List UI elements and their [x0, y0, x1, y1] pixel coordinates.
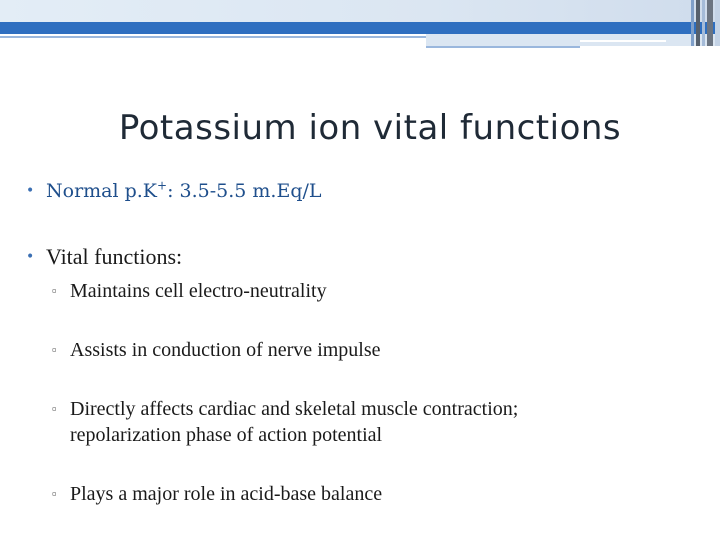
- square-bullet-icon: ▫: [52, 401, 57, 416]
- stripe: [715, 0, 720, 46]
- header-rule-step: [426, 46, 580, 48]
- normal-range-prefix: Normal p.K: [46, 180, 158, 202]
- header-rule-highlight: [580, 40, 666, 42]
- bullet-dot-icon: •: [26, 183, 35, 199]
- bullet-vital-functions: [26, 244, 686, 270]
- header-band-step: [426, 34, 720, 46]
- sub-bullet-text: Assists in conduction of nerve impulse: [70, 339, 381, 361]
- square-bullet-icon: ▫: [52, 283, 57, 298]
- normal-range-text: [46, 178, 322, 204]
- slide-body: [26, 178, 686, 507]
- header-band-accent: [0, 22, 720, 34]
- stripe: [691, 0, 694, 46]
- stripe: [696, 0, 700, 46]
- slide-title: Potassium ion vital functions: [118, 108, 622, 148]
- normal-range-value: : 3.5-5.5 m.Eq/L: [167, 180, 322, 202]
- header-stripes: [686, 0, 720, 46]
- square-bullet-icon: ▫: [52, 486, 57, 501]
- vital-functions-label: Vital functions:: [46, 244, 183, 269]
- sub-bullet: [52, 337, 686, 363]
- sub-bullet: [52, 481, 686, 507]
- potassium-charge: +: [157, 178, 168, 193]
- sub-bullet: [52, 396, 632, 448]
- sub-bullet-text: Directly affects cardiac and skeletal muscle contraction; repolarization phase of action potential: [70, 398, 519, 446]
- sub-bullet-text: Maintains cell electro-neutrality: [70, 280, 327, 302]
- sub-bullet: [52, 278, 686, 304]
- stripe: [707, 0, 713, 46]
- bullet-dot-icon: •: [26, 249, 35, 265]
- header-band-light: [0, 0, 720, 22]
- bullet-normal-range: [26, 178, 686, 204]
- square-bullet-icon: ▫: [52, 342, 57, 357]
- sub-bullet-text: Plays a major role in acid-base balance: [70, 483, 383, 505]
- stripe: [702, 0, 705, 46]
- header-rule-left: [0, 36, 426, 38]
